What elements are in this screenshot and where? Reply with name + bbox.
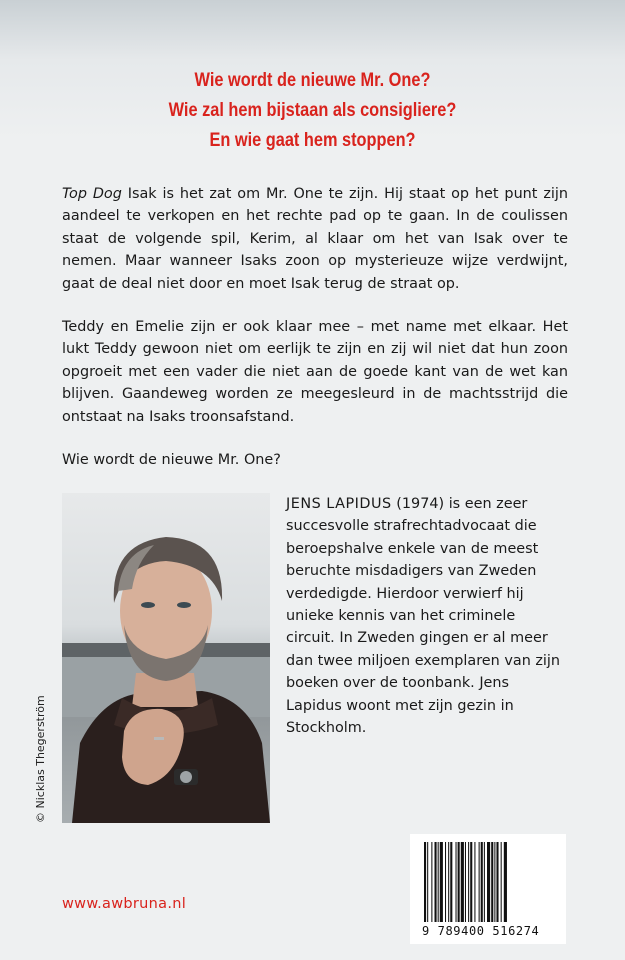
author-bio	[286, 493, 568, 739]
tagline-1: Wie wordt de nieuwe Mr. One?	[194, 70, 431, 91]
isbn-barcode	[410, 834, 566, 944]
isbn-number: 9 789400 516274	[422, 924, 540, 938]
tagline-block	[0, 66, 625, 156]
blurb-paragraph-2: Teddy en Emelie zijn er ook klaar mee – met name met elkaar. Het lukt Teddy gewoon niet om eerlijk te zijn en zij wil niet dat hun zoon opgroeit met een vader die niet aan de goede kant van de wet kan blijven. Gaandeweg worden ze meegesleurd in de machtsstrijd die ontstaat na Isaks troonsafstand.	[62, 319, 568, 425]
tagline-3: En wie gaat hem stoppen?	[209, 130, 416, 151]
author-photo	[62, 493, 270, 823]
publisher-url[interactable]: www.awbruna.nl	[62, 896, 187, 912]
blurb-lead-title: Top Dog	[62, 186, 122, 202]
blurb-paragraph-3: Wie wordt de nieuwe Mr. One?	[62, 452, 281, 469]
author-bio-text: (1974) is een zeer succesvolle strafrechtadvocaat die beroepshalve enkele van de meest beruchte misdadigers van Zweden verdedigde. Hierdoor verwierf hij unieke kennis van het criminele circuit. In Zweden gingen er al meer dan twee miljoen exemplaren van zijn boeken over de toonbank. Jens Lapidus woont met zijn gezin in Stockholm.	[286, 496, 561, 737]
photo-credit: © Nicklas Thegerström	[34, 695, 47, 823]
tagline-2: Wie zal hem bijstaan als consigliere?	[168, 100, 457, 121]
author-name: JENS LAPIDUS	[286, 496, 392, 512]
author-portrait-illustration	[62, 493, 270, 823]
blurb-paragraph-1	[62, 183, 568, 295]
book-blurb	[62, 183, 568, 492]
blurb-paragraph-1-text: Isak is het zat om Mr. One te zijn. Hij staat op het punt zijn aandeel te verkopen en het rechte pad op te gaan. In de coulissen staat de volgende spil, Kerim, al klaar om het van Isak over te nemen. Maar wanneer Isaks zoon op mysterieuze wijze verdwijnt, gaat de deal niet door en moet Isak terug de straat op.	[62, 186, 568, 292]
